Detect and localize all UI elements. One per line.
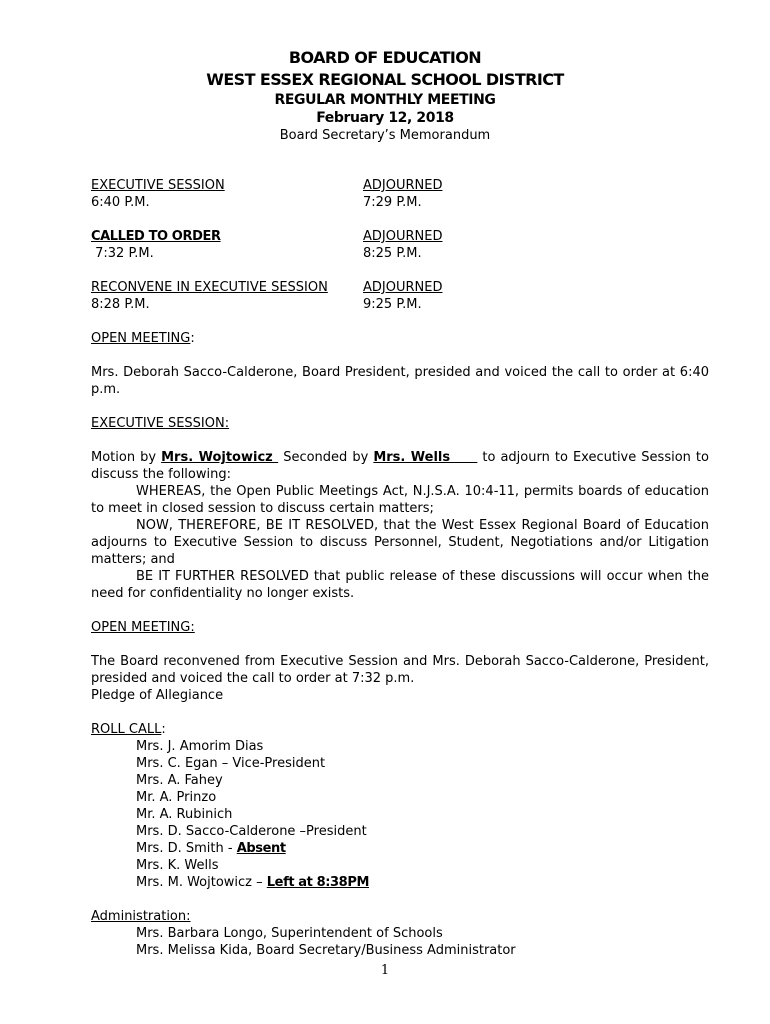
adjourned-label: ADJOURNED <box>363 229 443 244</box>
roll-call-list <box>91 738 709 891</box>
schedule-label: EXECUTIVE SESSION <box>91 178 225 193</box>
list-item: Mrs. M. Wojtowicz – Left at 8:38PM <box>136 875 369 890</box>
open-meeting-2-heading: OPEN MEETING: <box>91 620 195 635</box>
pledge-text: Pledge of Allegiance <box>91 688 224 703</box>
open-meeting-text: Mrs. Deborah Sacco-Calderone, Board President, presided and voiced the call to order at 6:40 p.m. <box>91 365 709 397</box>
page-number: 1 <box>380 963 390 978</box>
adjourned-label: ADJOURNED <box>363 178 443 193</box>
schedule-row <box>91 228 709 279</box>
schedule-time: 8:28 P.M. <box>91 297 150 312</box>
document-header <box>0 47 770 144</box>
reconvene-text: The Board reconvened from Executive Session and Mrs. Deborah Sacco-Calderone, President, presided and voiced the call to order at 7:32 p.m. <box>91 654 709 686</box>
list-item: Mrs. K. Wells <box>136 858 219 873</box>
memo-body <box>91 330 709 959</box>
list-item: Mrs. C. Egan – Vice-President <box>136 756 326 771</box>
executive-session-heading: EXECUTIVE SESSION: <box>91 416 230 431</box>
schedule-label: CALLED TO ORDER <box>91 229 221 244</box>
roll-call-heading: ROLL CALL: <box>91 722 166 737</box>
open-meeting-heading: OPEN MEETING: <box>91 331 195 346</box>
board-title: BOARD OF EDUCATION <box>288 48 482 67</box>
adjourned-time: 8:25 P.M. <box>363 246 422 261</box>
meeting-date: February 12, 2018 <box>316 110 454 126</box>
list-item: Mrs. J. Amorim Dias <box>136 739 264 754</box>
attendance-note: Left at 8:38PM <box>266 875 369 890</box>
administration-list <box>91 925 709 959</box>
seconded-by-name: Mrs. Wells <box>373 450 478 465</box>
schedule-time: 7:32 P.M. <box>91 246 154 261</box>
list-item: Mrs. D. Smith - Absent <box>136 841 286 856</box>
motion-paragraph: Motion by Mrs. Wojtowicz Seconded by Mrs. Wells to adjourn to Executive Session to discuss the following: <box>91 450 709 482</box>
adjourned-time: 7:29 P.M. <box>363 195 422 210</box>
list-item: Mrs. Barbara Longo, Superintendent of Schools <box>136 926 443 941</box>
motion-by-name: Mrs. Wojtowicz <box>161 450 279 465</box>
schedule-row <box>91 279 709 330</box>
meeting-title: REGULAR MONTHLY MEETING <box>274 92 496 108</box>
memo-subtitle: Board Secretary’s Memorandum <box>279 128 491 143</box>
district-title: WEST ESSEX REGIONAL SCHOOL DISTRICT <box>206 70 564 89</box>
whereas-clause: WHEREAS, the Open Public Meetings Act, N.J.S.A. 10:4-11, permits boards of education to meet in closed session to discuss certain matters; <box>91 484 709 516</box>
list-item: Mr. A. Prinzo <box>136 790 217 805</box>
list-item: Mrs. D. Sacco-Calderone –President <box>136 824 367 839</box>
administration-heading: Administration: <box>91 909 191 924</box>
list-item: Mr. A. Rubinich <box>136 807 233 822</box>
attendance-note: Absent <box>236 841 286 856</box>
resolved-clause: NOW, THEREFORE, BE IT RESOLVED, that the West Essex Regional Board of Education adjourns to Executive Session to discuss Personnel, Student, Negotiations and/or Litigation matters; and <box>91 518 709 567</box>
adjourned-label: ADJOURNED <box>363 280 443 295</box>
list-item: Mrs. Melissa Kida, Board Secretary/Business Administrator <box>136 943 516 958</box>
schedule-time: 6:40 P.M. <box>91 195 150 210</box>
schedule-label: RECONVENE IN EXECUTIVE SESSION <box>91 280 328 295</box>
schedule-block <box>91 177 709 330</box>
further-resolved-clause: BE IT FURTHER RESOLVED that public release of these discussions will occur when the need for confidentiality no longer exists. <box>91 569 709 601</box>
list-item: Mrs. A. Fahey <box>136 773 223 788</box>
adjourned-time: 9:25 P.M. <box>363 297 422 312</box>
schedule-row <box>91 177 709 228</box>
